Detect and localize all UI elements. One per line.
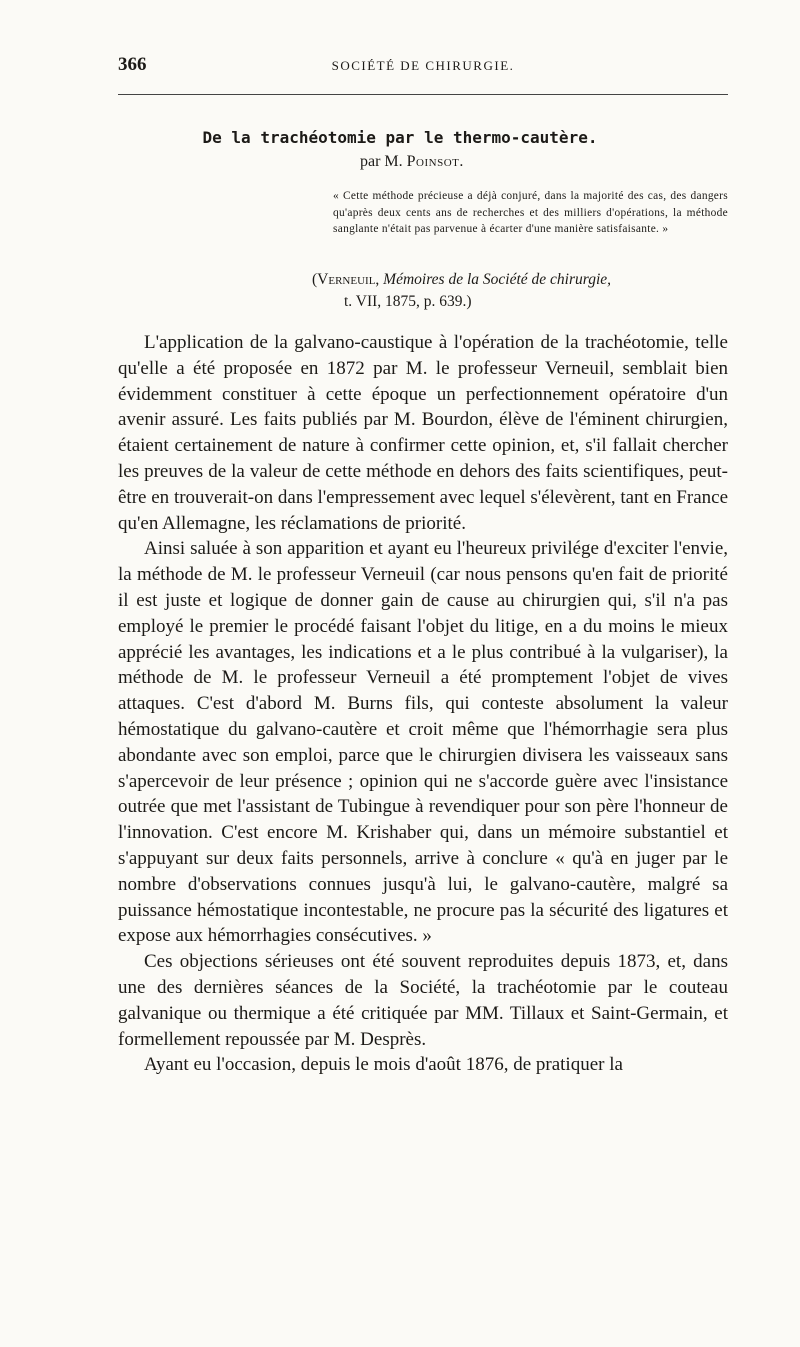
citation-work: Mémoires de la Société de chirurgie, <box>383 271 612 288</box>
citation-reference: t. VII, 1875, p. 639.) <box>344 293 472 310</box>
page-header <box>118 54 728 84</box>
epigraph-citation <box>312 269 728 313</box>
citation-open: ( <box>312 271 318 288</box>
paragraph: Ainsi saluée à son apparition et ayant eu l'heureux privilége d'exciter l'envie, la méthode de M. le professeur Verneuil (car nous pensons qu'en fait de priorité il est juste et logique de donner gain de cause au chirurgien qui, s'il n'a pas employé le premier le procédé faisant l'objet du litige, en a du moins le mieux apprécié les avantages, les indications et a le plus contribué à la vulgariser), la méthode de M. le professeur Verneuil a été promptement l'objet de vives attaques. C'est d'abord M. Burns fils, qui conteste absolument la valeur hémostatique du galvano-cautère et croit même que l'hémorrhagie sera plus abondante avec son emploi, parce que le chirurgien divisera les vaisseaux sans s'apercevoir de leur présence ; opinion qui ne s'accorde guère avec l'insistance outrée que met l'assistant de Tubingue à revendiquer pour son père l'honneur de l'innovation. C'est encore M. Krishaber qui, dans un mémoire substantiel et s'appuyant sur deux faits personnels, arrive à conclure « qu'à en juger par le nombre d'observations connues jusqu'à lui, le galvano-cautère, malgré sa puissance hémostatique incontestable, ne procure pas la sécurité des ligatures et expose aux hémorrhagies consécutives. » <box>118 538 728 947</box>
paragraph: Ayant eu l'occasion, depuis le mois d'août 1876, de pratiquer la <box>144 1054 623 1076</box>
citation-author: Verneuil, <box>317 271 380 288</box>
author-name: Poinsot. <box>406 153 464 170</box>
byline-prefix: par M. <box>360 153 403 170</box>
header-rule <box>118 94 728 95</box>
body-text <box>118 330 728 1078</box>
paragraph: L'application de la galvano-caustique à l'opération de la trachéotomie, telle qu'elle a été proposée en 1872 par M. le professeur Verneuil, semblait bien évidemment constituer à cette époque un perfectionnement opératoire d'un avenir assuré. Les faits publiés par M. Bourdon, élève de l'éminent chirurgien, étaient certainement de nature à confirmer cette opinion, et, s'il fallait chercher les preuves de la valeur de cette méthode en dehors des faits scientifiques, peut-être en trouverait-on dans l'empressement avec lequel s'élevèrent, tant en France qu'en Allemagne, les réclamations de priorité. <box>118 332 728 534</box>
paragraph: Ces objections sérieuses ont été souvent reproduites depuis 1873, et, dans une des dernières séances de la Société, la trachéotomie par le couteau galvanique ou thermique a été critiquée par MM. Tillaux et Saint-Germain, et formellement repoussée par M. Desprès. <box>118 951 728 1050</box>
running-title: SOCIÉTÉ DE CHIRURGIE. <box>331 58 515 73</box>
byline <box>360 153 464 171</box>
article-title: De la trachéotomie par le thermo-cautère. <box>202 128 598 147</box>
page-number: 366 <box>118 54 147 75</box>
epigraph-quote: « Cette méthode précieuse a déjà conjuré, dans la majorité des cas, des dangers qu'après deux cents ans de recherches et des milliers d'opérations, la méthode sanglante n'était pas parvenue à écarter d'une manière satisfaisante. » <box>333 190 728 235</box>
